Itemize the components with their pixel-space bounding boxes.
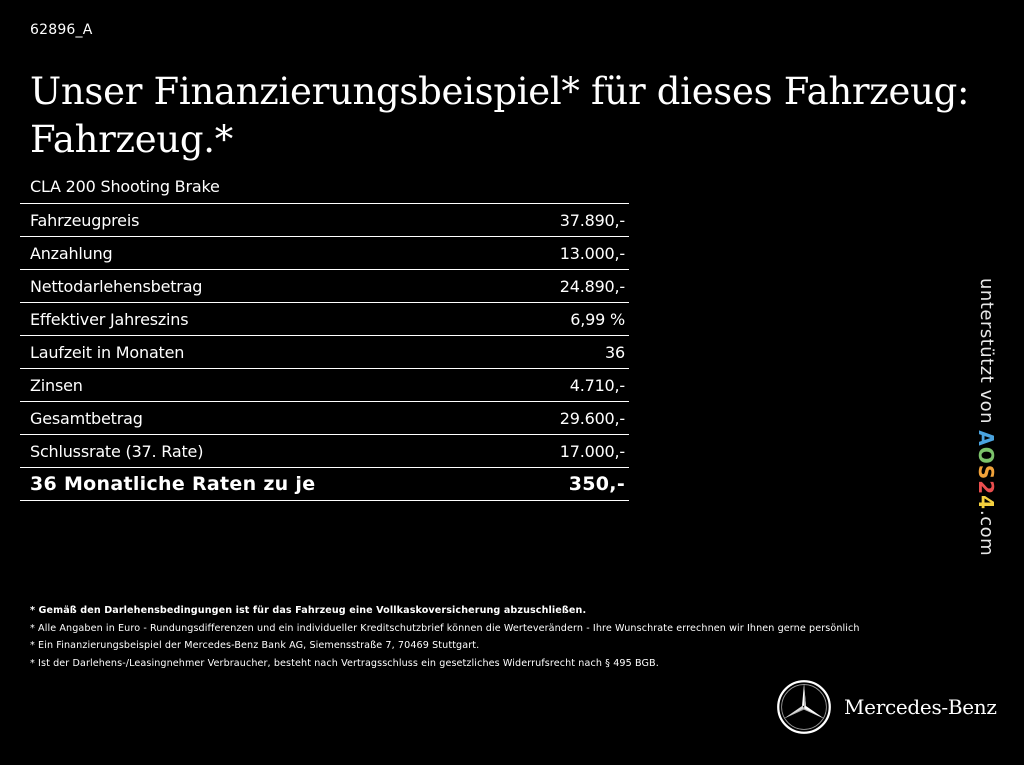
finance-row-schlussrate bbox=[20, 434, 629, 467]
mercedes-benz-logo bbox=[776, 679, 997, 735]
brand-letter-o: O bbox=[974, 446, 998, 465]
brand-letter-2: 2 bbox=[974, 480, 998, 496]
finance-row-value: 4.710,- bbox=[569, 375, 625, 395]
finance-row-value: 17.000,- bbox=[559, 441, 625, 461]
finance-row-value: 37.890,- bbox=[559, 210, 625, 230]
finance-row-value: 6,99 % bbox=[570, 309, 625, 329]
finance-row-label: Gesamtbetrag bbox=[30, 408, 143, 428]
finance-row-laufzeit bbox=[20, 335, 629, 368]
brand-wordmark: Mercedes-Benz bbox=[844, 695, 997, 719]
finance-row-label: Zinsen bbox=[30, 375, 83, 395]
footnote-bank: * Ein Finanzierungsbeispiel der Mercedes-Benz Bank AG, Siemensstraße 7, 70469 Stuttgart. bbox=[30, 640, 480, 651]
monthly-rate-value: 350,- bbox=[568, 473, 625, 495]
finance-row-label: Laufzeit in Monaten bbox=[30, 342, 185, 362]
finance-row-value: 29.600,- bbox=[559, 408, 625, 428]
footnote-insurance: * Gemäß den Darlehensbedingungen ist für das Fahrzeug eine Vollkaskoversicherung abzuschließen. bbox=[30, 605, 587, 616]
sponsor-brand bbox=[974, 430, 998, 510]
finance-row-zinsen bbox=[20, 368, 629, 401]
vehicle-model: CLA 200 Shooting Brake bbox=[30, 177, 220, 196]
finance-row-label: Fahrzeugpreis bbox=[30, 210, 140, 230]
finance-row-value: 24.890,- bbox=[559, 276, 625, 296]
monthly-rate-label: 36 Monatliche Raten zu je bbox=[30, 473, 316, 495]
footnote-currency: * Alle Angaben in Euro - Rundungsdifferenzen und ein individueller Kreditschutzbrief können die Werteverändern - Ihre Wunschrate errechnen wir Ihnen gerne persönlich bbox=[30, 622, 860, 634]
finance-table bbox=[20, 203, 629, 501]
finance-row-label: Nettodarlehensbetrag bbox=[30, 276, 203, 296]
finance-row-monthly-rate bbox=[20, 467, 629, 501]
reference-code: 62896_A bbox=[30, 22, 93, 38]
sponsor-credit-suffix: .com bbox=[976, 510, 997, 557]
footnote-withdrawal: * Ist der Darlehens-/Leasingnehmer Verbraucher, besteht nach Vertragsschluss ein gesetzliches Widerrufsrecht nach § 495 BGB. bbox=[30, 657, 659, 669]
finance-row-fahrzeugpreis bbox=[20, 203, 629, 236]
finance-row-nettodarlehensbetrag bbox=[20, 269, 629, 302]
brand-letter-s: S bbox=[974, 464, 998, 481]
page-title-line-1: Unser Finanzierungsbeispiel* für dieses Fahrzeug: bbox=[30, 70, 970, 113]
sponsor-credit-prefix: unterstützt von bbox=[976, 278, 997, 425]
finance-row-label: Effektiver Jahreszins bbox=[30, 309, 189, 329]
brand-letter-4: 4 bbox=[974, 495, 998, 511]
finance-row-label: Schlussrate (37. Rate) bbox=[30, 441, 204, 461]
page-title bbox=[30, 68, 990, 164]
sponsor-credit bbox=[974, 278, 998, 556]
finance-row-effektiver-jahreszins bbox=[20, 302, 629, 335]
footnotes bbox=[30, 602, 1010, 672]
finance-row-value: 13.000,- bbox=[559, 243, 625, 263]
finance-row-gesamtbetrag bbox=[20, 401, 629, 434]
finance-row-label: Anzahlung bbox=[30, 243, 113, 263]
three-pointed-star-icon bbox=[776, 679, 832, 735]
finance-row-anzahlung bbox=[20, 236, 629, 269]
page-title-line-2: Fahrzeug.* bbox=[30, 118, 233, 161]
finance-row-value: 36 bbox=[605, 342, 625, 362]
brand-letter-a: A bbox=[974, 430, 998, 447]
